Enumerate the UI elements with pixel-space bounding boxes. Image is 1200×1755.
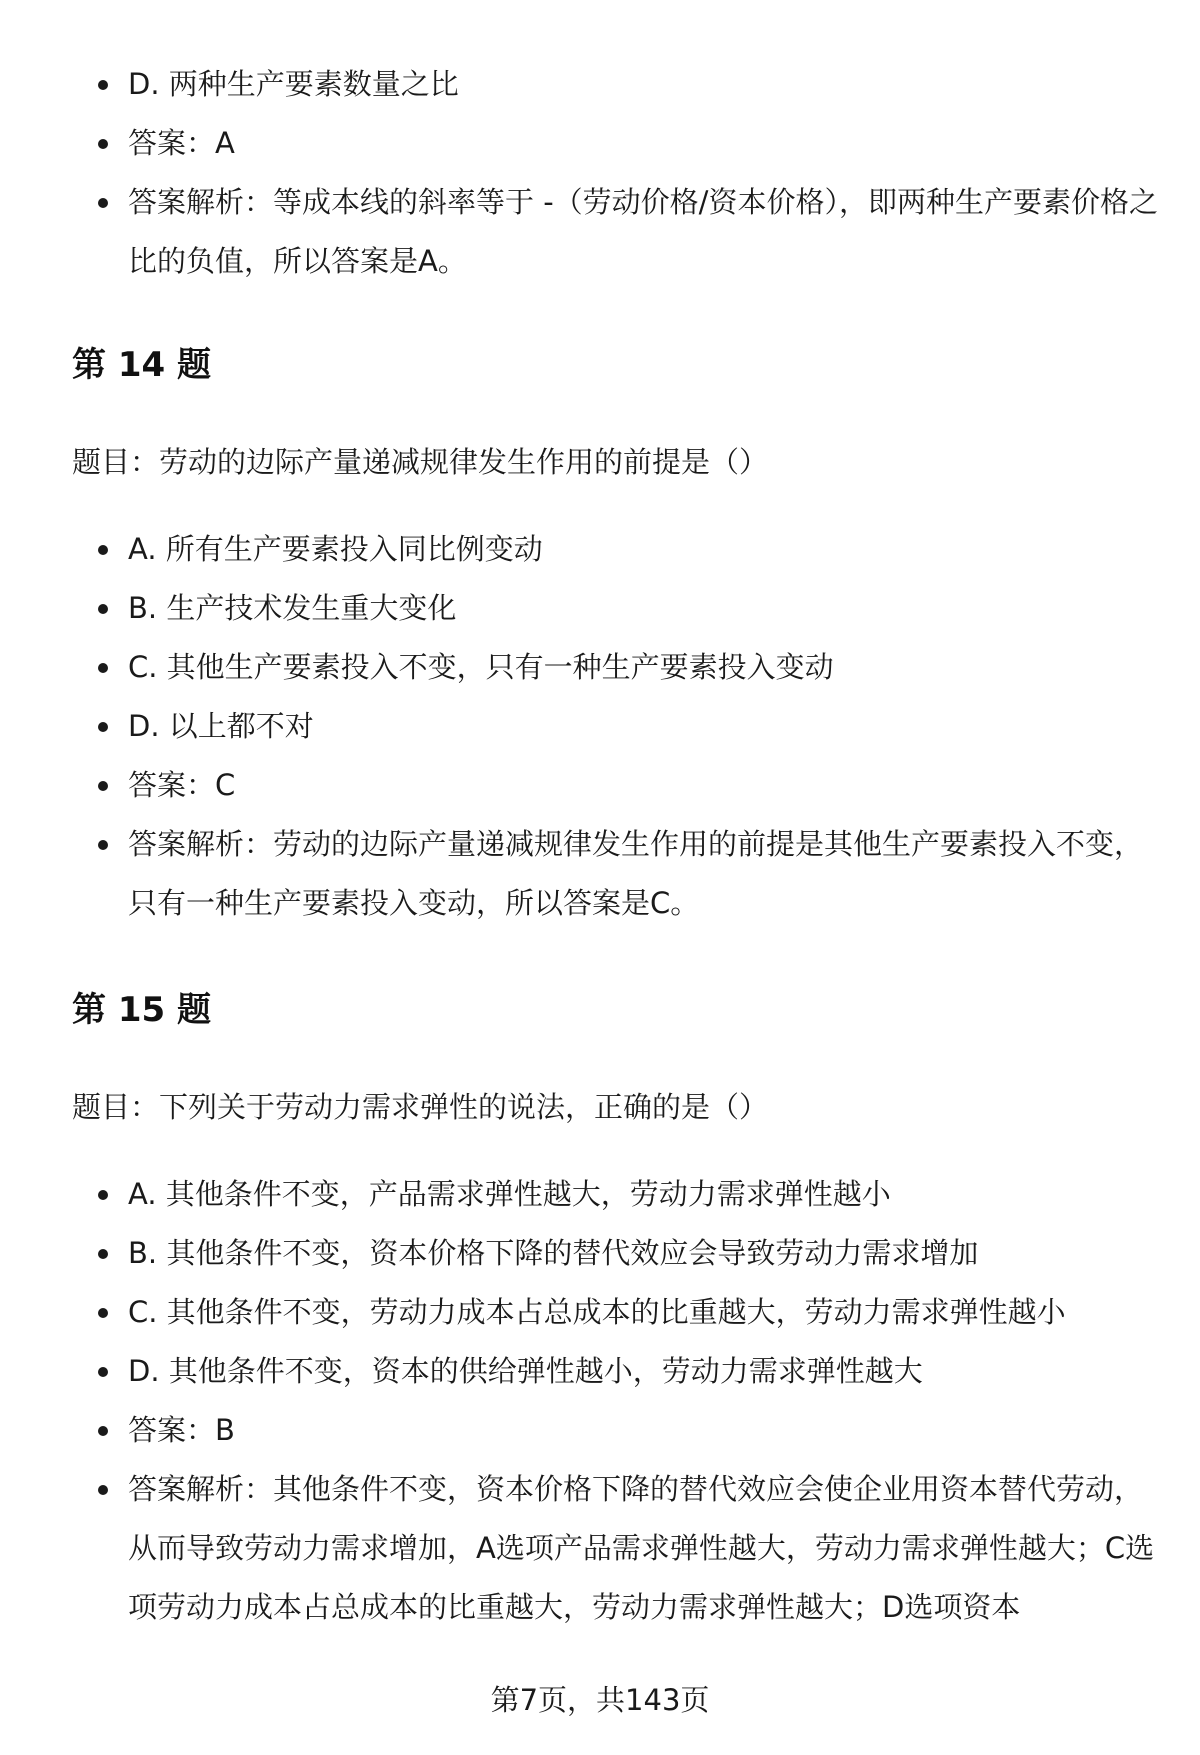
question-15-title: 第 15 题 xyxy=(72,990,211,1030)
option-b: B. 其他条件不变，资本价格下降的替代效应会导致劳动力需求增加 xyxy=(0,1224,1200,1283)
bullet-icon xyxy=(98,198,108,208)
answer-explanation: 答案解析：劳动的边际产量递减规律发生作用的前提是其他生产要素投入不变，只有一种生产要素投入变动，所以答案是C。 xyxy=(0,815,1200,933)
bullet-icon xyxy=(98,663,108,673)
question-14-stem: 题目：劳动的边际产量递减规律发生作用的前提是（） xyxy=(72,445,769,479)
question-15-stem: 题目：下列关于劳动力需求弹性的说法，正确的是（） xyxy=(72,1090,769,1124)
bullet-icon xyxy=(98,1308,108,1318)
question-14-title: 第 14 题 xyxy=(72,345,211,385)
bullet-icon xyxy=(98,1367,108,1377)
bullet-icon xyxy=(98,1249,108,1259)
bullet-icon xyxy=(98,1485,108,1495)
option-d: D. 以上都不对 xyxy=(0,697,1200,756)
option-d: D. 两种生产要素数量之比 xyxy=(0,55,1200,114)
option-a: A. 所有生产要素投入同比例变动 xyxy=(0,520,1200,579)
option-a: A. 其他条件不变，产品需求弹性越大，劳动力需求弹性越小 xyxy=(0,1165,1200,1224)
answer: 答案：B xyxy=(0,1401,1200,1460)
bullet-icon xyxy=(98,545,108,555)
prev-question-options xyxy=(0,55,1200,291)
bullet-icon xyxy=(98,722,108,732)
bullet-icon xyxy=(98,1426,108,1436)
page-number: 第7页，共143页 xyxy=(490,1683,710,1717)
answer-explanation: 答案解析：等成本线的斜率等于 -（劳动价格/资本价格），即两种生产要素价格之比的负值，所以答案是A。 xyxy=(0,173,1200,291)
option-c: C. 其他生产要素投入不变，只有一种生产要素投入变动 xyxy=(0,638,1200,697)
bullet-icon xyxy=(98,139,108,149)
option-c: C. 其他条件不变，劳动力成本占总成本的比重越大，劳动力需求弹性越小 xyxy=(0,1283,1200,1342)
question-14-options xyxy=(0,520,1200,933)
bullet-icon xyxy=(98,80,108,90)
bullet-icon xyxy=(98,781,108,791)
option-d: D. 其他条件不变，资本的供给弹性越小，劳动力需求弹性越大 xyxy=(0,1342,1200,1401)
answer: 答案：C xyxy=(0,756,1200,815)
question-15-options xyxy=(0,1165,1200,1637)
answer-explanation: 答案解析：其他条件不变，资本价格下降的替代效应会使企业用资本替代劳动，从而导致劳动力需求增加，A选项产品需求弹性越大，劳动力需求弹性越大；C选项劳动力成本占总成本的比重越大，劳动力需求弹性越大；D选项资本 xyxy=(0,1460,1200,1637)
bullet-icon xyxy=(98,1190,108,1200)
bullet-icon xyxy=(98,840,108,850)
bullet-icon xyxy=(98,604,108,614)
option-b: B. 生产技术发生重大变化 xyxy=(0,579,1200,638)
answer: 答案：A xyxy=(0,114,1200,173)
